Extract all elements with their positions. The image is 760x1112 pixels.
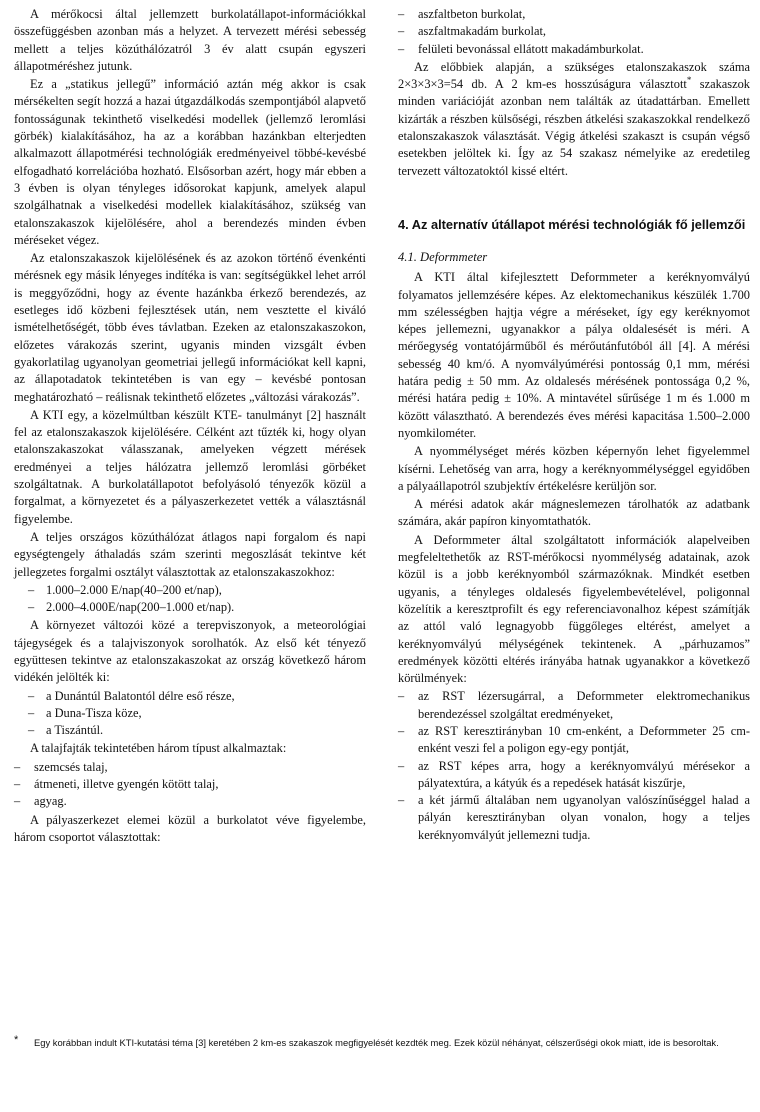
list-item: – az RST lézersugárral, a Deformmeter elektromechanikus berendezéssel szolgáltat eredményeket, bbox=[398, 688, 750, 723]
paragraph: A környezet változói közé a terepviszonyok, a meteorológiai tájegységek és a talajviszonyok sorolhatók. Az első két tényező együttesen tekintve az etalonszakaszokat az ország következő három vidékén jelölték ki: bbox=[14, 618, 366, 685]
list-item: – az RST keresztirányban 10 cm-enként, a Deformmeter 25 cm-enként veszi fel a poligon egy-egy pontját, bbox=[398, 723, 750, 758]
paragraph: A teljes országos közúthálózat átlagos napi forgalom és napi egységtengely áthaladás szám szerinti megoszlását tekintve két jellegzetes forgalmi osztályt választottak az etalonszakaszokhoz: bbox=[14, 529, 366, 579]
section-heading: 4. Az alternatív útállapot mérési technológiák fő jellemzői bbox=[398, 216, 746, 232]
circumstance-list bbox=[398, 688, 750, 844]
footnote-reference: * bbox=[686, 75, 692, 86]
paragraph: A mérőkocsi által jellemzett burkolatállapot-információkkal összefüggésben azonban más a helyzet. A tervezett mérési sebesség mellett a teljes közúthálózatról 3 év alatt csupán egyszeri állapotméréshez jutunk. bbox=[14, 7, 366, 73]
list-item: – aszfaltmakadám burkolat, bbox=[398, 23, 750, 40]
list-item: – agyag. bbox=[14, 793, 366, 810]
list-item: – felületi bevonással ellátott makadámburkolat. bbox=[398, 41, 750, 58]
list-item: – az RST képes arra, hogy a keréknyomvályú mérésekor a pályatextúra, a kátyúk és a repedések hatását kiszűrje, bbox=[398, 758, 750, 793]
paragraph: Az etalonszakaszok kijelölésének és az azokon történő évenkénti mérésnek egy másik lényeges indítéka is van: segítségükkel lehet arról is meggyőződni, hogy az évente hazánkba érkező berendezés, az esetleges idő közbeni fejlesztések után, nem vesztette el kiváló ismételhetőségét, több éves távlatban. Ezeken az etalonszakaszokon, előzetes várakozás szerint, ugyanis minden vizsgált évben gyakorlatilag ugyanolyan geometriai jellegű információkat kell kapni, az állapotadatok tekintetében is van egy – kevésbé pontosan meghatározható – reálisnak tekinthető előzetes „változási várakozás”. bbox=[14, 251, 366, 404]
list-item: – a Duna-Tisza köze, bbox=[14, 705, 366, 722]
footnote bbox=[14, 1036, 750, 1049]
list-item: – szemcsés talaj, bbox=[14, 759, 366, 776]
paragraph: A talajfajták tekintetében három típust alkalmaztak: bbox=[30, 741, 287, 756]
paragraph: A pályaszerkezet elemei közül a burkolatot véve figyelembe, három csoportot választottak: bbox=[14, 812, 366, 844]
left-column bbox=[14, 6, 366, 847]
region-list bbox=[14, 688, 366, 740]
list-item: – a Dunántúl Balatontól délre eső része, bbox=[14, 688, 366, 705]
list-item: – a két jármű általában nem ugyanolyan valószínűséggel halad a pályán keresztirányban olyan vonalon, hogy a teljes keréknyomvályút jellemezni tudja. bbox=[398, 792, 750, 844]
subsection-heading: 4.1. Deformmeter bbox=[398, 249, 488, 264]
list-item: – átmeneti, illetve gyengén kötött talaj, bbox=[14, 776, 366, 793]
paragraph: A mérési adatok akár mágneslemezen tárolhatók az adatbank számára, akár papíron kinyomtathatók. bbox=[398, 497, 750, 529]
list-item: – 1.000–2.000 E/nap(40–200 et/nap), bbox=[14, 582, 366, 599]
paragraph bbox=[398, 59, 750, 180]
list-item: – 2.000–4.000E/nap(200–1.000 et/nap). bbox=[14, 599, 366, 616]
list-item: – aszfaltbeton burkolat, bbox=[398, 6, 750, 23]
paragraph: A KTI által kifejlesztett Deformmeter a keréknyomvályú folyamatos jellemzésére képes. Az elektomechanikus készülék 1.700 mm szélességben hajtja végre a méréseket, így egy keréknyomot képes jellemezni, ugyanakkor a pálya oldalesését is méri. A mérőegység vontatójárműből és mérőutánfutóból áll [4]. A mérési sebesség 40 km/ó. A nyomvályúmérési pontosság 0,1 mm, mérési határa pedig ± 50 mm. Az oldalesés mérésének pontossága 0,2 %, mérési határa pedig ± 10%. A mintavétel sűrűsége 1 m és 1.000 m között választható. A berendezés éves mérési kapacitása 1.500–2.000 nyomkilométer. bbox=[398, 270, 750, 440]
list-item: – a Tiszántúl. bbox=[14, 722, 366, 739]
paragraph: A Deformmeter által szolgáltatott információk alapelveiben megfeleltethetők az RST-mérőkocsi nyommélység adatainak, azok közül is a jobb keréknyomból származóknak. Mindkét esetben ugyanis, a tényleges oldalesés figyelembevételével, poligonnal közelítik a keresztprofilt és egy referenciavonalhoz képest számítják az attól való legnagyobb függőleges eltérést, amelyet a keréknyomvályú mélységének tekintenek. A „párhuzamos” eredmények közötti eltérés irányába hatnak ugyanakkor a következő körülmények: bbox=[398, 532, 750, 686]
traffic-class-list bbox=[14, 582, 366, 617]
soil-type-list bbox=[14, 759, 366, 811]
paragraph: A nyommélységet mérés közben képernyőn lehet figyelemmel kísérni. Lehetőség van arra, hogy a keréknyommélységgel egyidőben a pályaállapotról szubjektív értékelésre kerüljön sor. bbox=[398, 444, 750, 493]
footnote-mark: * bbox=[14, 1034, 19, 1046]
paragraph-text: szakaszok minden variációját azonban nem találták az útadattárban. Emellett kizárták a részben külsőségi, részben átkelési szakaszokkal rendelkező etalonszakaszok választását. Végig átkelési szakaszt is csupán végső esetekben jelöltek ki. Így az 54 szakasz némelyike az eredetileg tervezett változatoktól kissé eltért. bbox=[398, 77, 750, 178]
right-column bbox=[398, 6, 750, 845]
paragraph: Ez a „statikus jellegű” információ aztán még akkor is csak mérsékelten segít hozzá a hazai útgazdálkodás szempontjából alapvető fontosságunak tekinthető viselkedési modellek (jellemző leromlási görbék) kialakításához, ha az a korábban hazánkban elterjedten alkalmazott állapotmérési technológiák eredményeivel többé-kevésbé elfogadható korrelációba hozható. Elsősorban azért, hogy már ebben a 3 évben is olyan tényleges idősorokat kapjunk, amelyek alapul szolgálhatnak a viselkedési modellek kialakításához, szükség van etalonszakaszok kijelölésére, ahol a berendezés minden évben méréseket végez. bbox=[14, 77, 366, 247]
pavement-type-list bbox=[398, 6, 750, 58]
paragraph-text: Az előbbiek alapján, a szükséges etalonszakaszok száma 2×3×3×3=54 db. A 2 km-es hosszúságura választott bbox=[398, 59, 750, 92]
footnote-text: Egy korábban indult KTI-kutatási téma [3] keretében 2 km-es szakaszok megfigyelését kezdték meg. Ezek közül néhányat, célszerűségi okok miatt, ide is besoroltak. bbox=[34, 1037, 719, 1048]
paragraph: A KTI egy, a közelmúltban készült KTE- tanulmányt [2] használt fel az etalonszakaszok kijelölésére. Célként azt tűzték ki, hogy olyan etalonszakaszokat válasszanak, amelyeken végzett mérések eredményei a teljes hálózatra jellemző leromlási görbéket szolgáltatnak. A burkolatállapotot befolyásoló tényezők közül a forgalmat, a környezetet és a pályaszerkezetet vették a választásnál figyelembe. bbox=[14, 407, 366, 526]
